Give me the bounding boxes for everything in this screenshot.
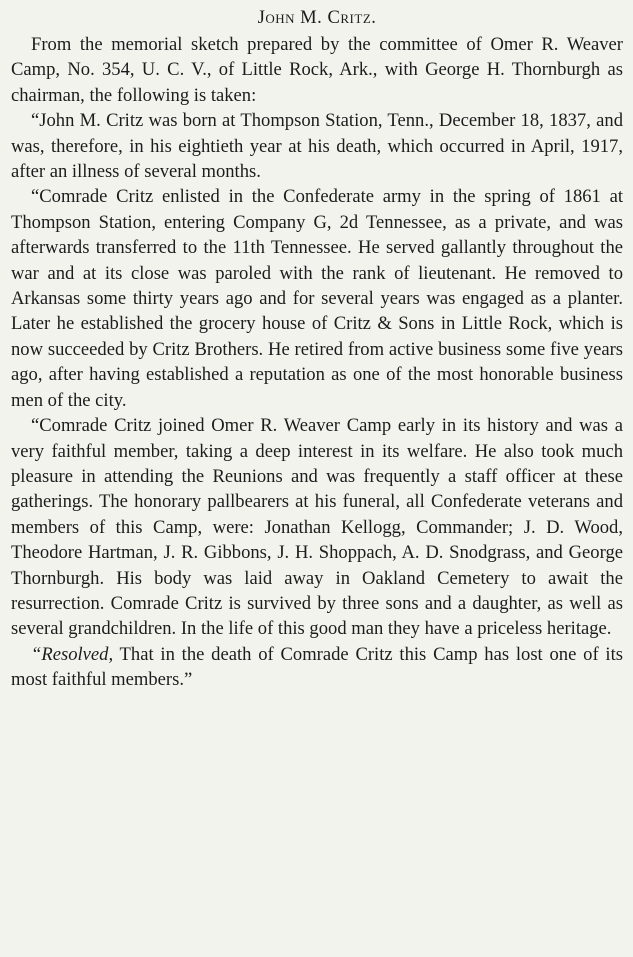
paragraph-resolution-text: That in the death of Comrade Critz this Camp has lost one of its most faithful members.” [11, 643, 623, 691]
paragraph-service [11, 184, 623, 413]
paragraph-resolution [11, 642, 623, 693]
paragraph-service-text: “Comrade Critz enlisted in the Confederate army in the spring of 1861 at Thompson Station, entering Company G, 2d Tennessee, as a private, and was afterwards transferred to the 11th Tennessee. He served gallantly throughout the war and at its close was paroled with the rank of lieutenant. He removed to Arkansas some thirty years ago and for several years was engaged as a planter. Later he established the grocery house of Critz & Sons in Little Rock, which is now succeeded by Critz Brothers. He retired from active business some five years ago, after having established a reputation as one of the most honorable business men of the city. [11, 186, 623, 411]
paragraph-camp-text: “Comrade Critz joined Omer R. Weaver Camp early in its history and was a very faithful member, taking a deep interest in its welfare. He also took much pleasure in attending the Reunions and was frequently a staff officer at these gatherings. The honorary pallbearers at his funeral, all Confederate veterans and members of this Camp, were: Jonathan Kellogg, Commander; J. D. Wood, Theodore Hartman, J. R. Gibbons, J. H. Shoppach, A. D. Snodgrass, and George Thornburgh. His body was laid away in Oakland Cemetery to await the resurrection. Comrade Critz is survived by three sons and a daughter, as well as several grandchildren. In the life of this good man they have a priceless heritage. [11, 415, 623, 640]
paragraph-camp [11, 413, 623, 642]
paragraph-birth-text: “John M. Critz was born at Thompson Station, Tenn., December 18, 1837, and was, therefore, in his eightieth year at his death, which occurred in April, 1917, after an illness of several months. [11, 110, 623, 183]
paragraph-intro [11, 32, 623, 108]
paragraph-birth [11, 108, 623, 184]
article-title-text: John M. Critz. [257, 7, 377, 28]
article-title [11, 4, 623, 32]
resolved-label: “Resolved, [31, 643, 114, 665]
paragraph-intro-text: From the memorial sketch prepared by the committee of Omer R. Weaver Camp, No. 354, U. C. V., of Little Rock, Ark., with George H. Thornburgh as chairman, the following is taken: [11, 34, 623, 106]
